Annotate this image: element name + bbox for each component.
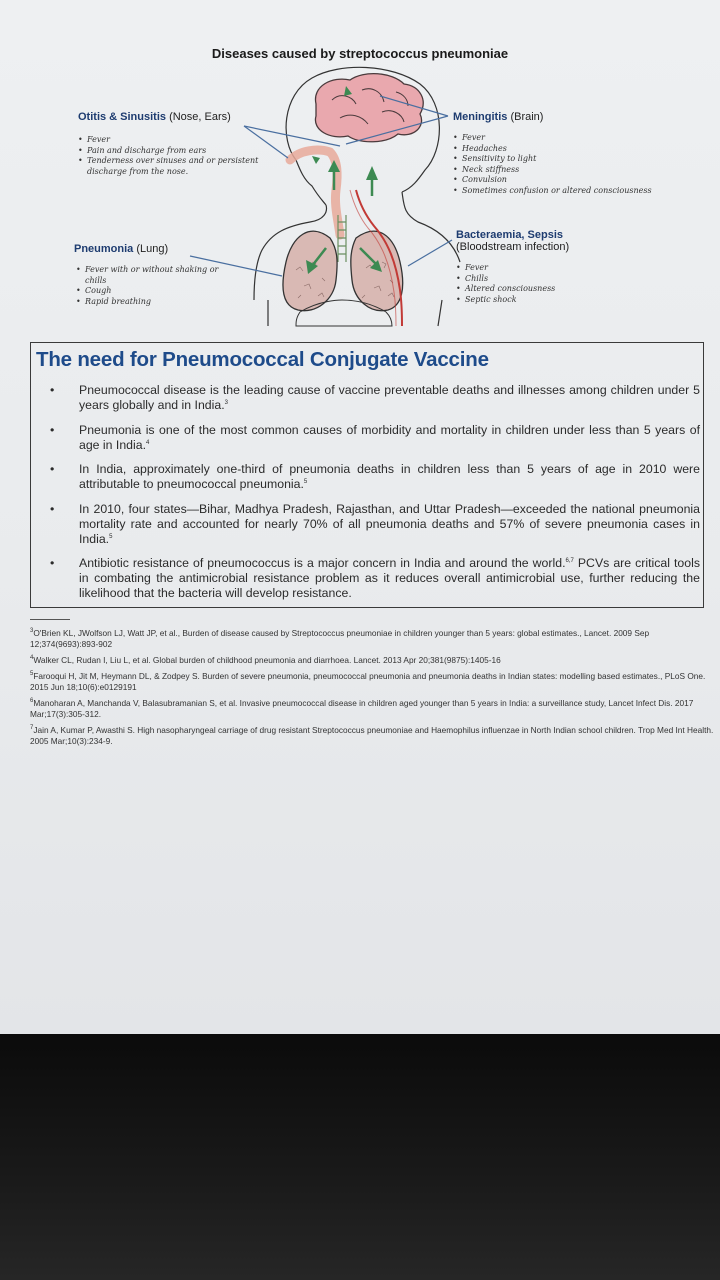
citation: 4 [146, 439, 150, 446]
reference-item: $^3$O'Brien KL, JWolfson LJ, Watt JP, et al., Burden of disease caused by Streptococcus pneumoniae in children younger than 5 years: global estimates., Lancet. 2009 Sep 12;374(9693):893-902 [30, 628, 650, 649]
list-item: • Fever [451, 133, 711, 144]
otitis-site: (Nose, Ears) [169, 111, 231, 123]
list-item: • Fever with or without shaking or chills [74, 265, 234, 286]
otitis-heading [78, 111, 231, 123]
list-item: • Antibiotic resistance of pneumococcus is a major concern in India and around the world.$^{6,7}$ PCVs are critical tools in combating the antimicrobial resistance problem as it reduces overall antimicrobial use, further reducing the likelihood that the bacteria will develop resistance. [48, 556, 700, 601]
list-item: • In 2010, four states—Bihar, Madhya Pradesh, Rajasthan, and Uttar Pradesh—exceeded the national pneumonia mortality rate and accounted for nearly 70% of all pneumonia deaths and 57% of severe pneumonia cases in India.$^5$ [48, 502, 700, 547]
reference-item: $^5$Farooqui H, Jit M, Heymann DL, & Zodpey S. Burden of severe pneumonia, pneumococcal pneumonia and pneumonia deaths in Indian states: modelling based estimates., PLoS One. 2015 Jun 18;10(6):e0129191 [30, 671, 706, 692]
list-item: • Pneumonia is one of the most common causes of morbidity and mortality in children under less than 5 years of age in India.$^4$ [48, 423, 700, 453]
pneumonia-name: Pneumonia [74, 243, 134, 255]
list-item: • Fever [76, 135, 276, 146]
list-item: • Pneumococcal disease is the leading cause of vaccine preventable deaths and illnesses among children under 5 years globally and in India.$^3$ [48, 383, 700, 413]
pneumonia-symptoms [74, 265, 234, 307]
list-item: • Convulsion [451, 175, 711, 186]
list-item: • Sometimes confusion or altered consciousness [451, 186, 711, 197]
bacteraemia-symptoms [454, 263, 654, 305]
bacteraemia-heading [456, 229, 656, 253]
bacteraemia-name: Bacteraemia, Sepsis [456, 229, 564, 241]
otitis-name: Otitis & Sinusitis [78, 111, 167, 123]
pneumonia-heading [74, 243, 168, 255]
figure-title: Diseases caused by streptococcus pneumoniae [211, 46, 509, 61]
citation: 5 [109, 533, 113, 540]
references [30, 628, 718, 752]
bacteraemia-site: (Bloodstream infection) [456, 241, 570, 253]
list-item: • Sensitivity to light [451, 154, 711, 165]
list-item: • Headaches [451, 144, 711, 155]
bullet-list [48, 383, 700, 611]
list-item: • In India, approximately one-third of pneumonia deaths in children less than 5 years of age in 2010 were attributable to pneumococcal pneumonia.$^5$ [48, 462, 700, 492]
list-item: • Altered consciousness [454, 284, 654, 295]
reference-item: $^4$Walker CL, Rudan I, Liu L, et al. Global burden of childhood pneumonia and diarrhoea. Lancet. 2013 Apr 20;381(9875):1405-16 [30, 655, 501, 665]
list-item: • Pain and discharge from ears [76, 146, 276, 157]
list-item: • Septic shock [454, 295, 654, 306]
reference-item: $^6$Manoharan A, Manchanda V, Balasubramanian S, et al. Invasive pneumococcal disease in children aged younger than 5 years in India: a surveillance study, Lancet Infect Dis. 2017 Mar;17(3):305-312. [30, 698, 694, 719]
list-item: • Tenderness over sinuses and or persistent discharge from the nose. [76, 156, 276, 177]
section-title [36, 348, 489, 372]
brain [315, 74, 423, 142]
meningitis-name: Meningitis [453, 111, 508, 123]
reference-item: $^7$Jain A, Kumar P, Awasthi S. High nasopharyngeal carriage of drug resistant Streptococcus pneumoniae and Haemophilus influenzae in North Indian school children. Trop Med Int Health. 2005 Mar;10(3):234-9. [30, 725, 714, 746]
trachea [338, 215, 346, 262]
section-title-part1: The need for [36, 348, 163, 371]
list-item: • Neck stiffness [451, 165, 711, 176]
meningitis-heading [453, 111, 543, 123]
section-title-part2: Pneumococcal Conjugate Vaccine [162, 348, 489, 371]
list-item: • Fever [454, 263, 654, 274]
list-item: • Chills [454, 274, 654, 285]
meningitis-site: (Brain) [510, 111, 544, 123]
list-item: • Cough [74, 286, 234, 297]
citation: 3 [224, 399, 228, 406]
footnote-divider [30, 619, 70, 620]
otitis-symptoms [76, 135, 276, 177]
pneumonia-site: (Lung) [136, 243, 169, 255]
meningitis-symptoms [451, 133, 711, 196]
list-item: • Rapid breathing [74, 297, 234, 308]
citation: 6,7 [565, 557, 574, 564]
citation: 5 [303, 478, 308, 485]
dark-background [0, 1034, 720, 1280]
